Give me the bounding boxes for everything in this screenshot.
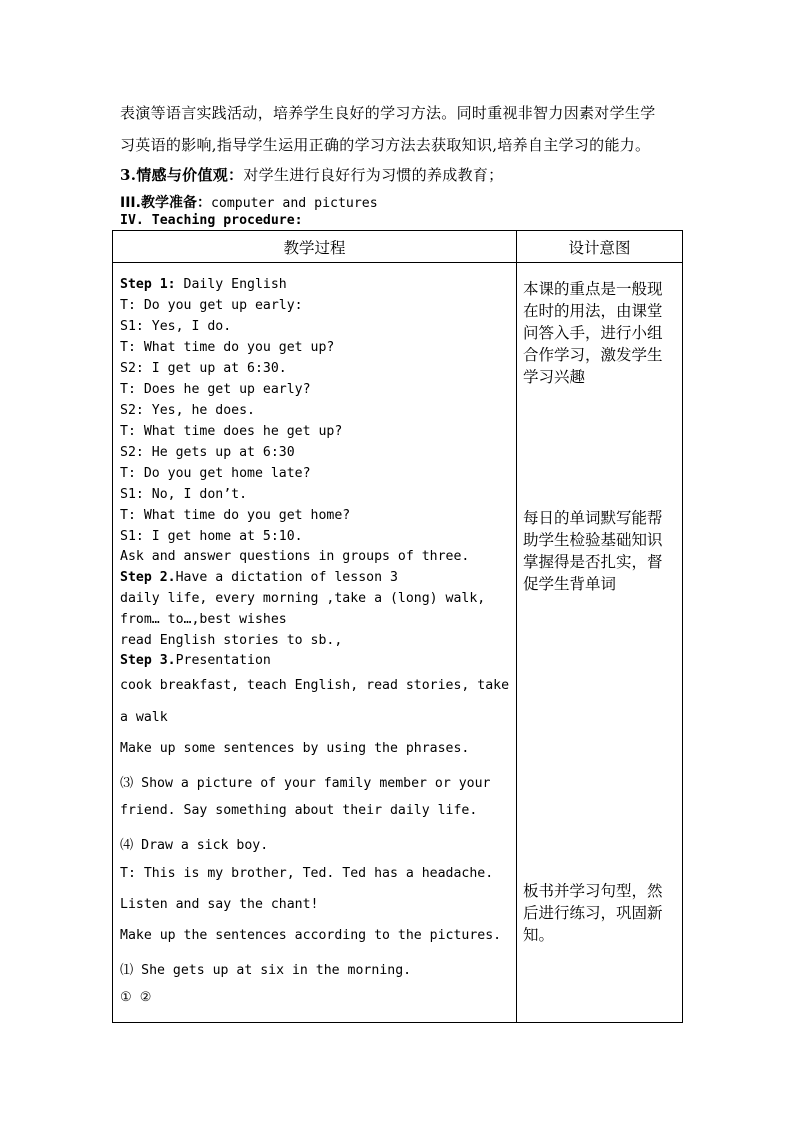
process-line (120, 678, 509, 693)
intent-line: 本课的重点是一般现 (523, 280, 663, 298)
process-text: Make up the sentences according to the pictures. (120, 928, 502, 943)
process-line (120, 741, 469, 756)
process-text: read English stories to sb., (120, 633, 343, 648)
process-text: a walk (120, 710, 168, 725)
process-text: Listen and say the chant! (120, 897, 319, 912)
process-line (120, 319, 231, 334)
process-line (120, 928, 501, 943)
process-text: T: What time do you get up? (120, 340, 335, 355)
process-text: T: What time do you get home? (120, 508, 351, 523)
process-text: S2: I get up at 6:30. (120, 361, 287, 376)
process-text: ⑶ Show a picture of your family member or your (120, 776, 491, 791)
process-line (120, 277, 287, 292)
process-text: S1: Yes, I do. (120, 319, 232, 334)
header-process (113, 231, 517, 263)
intent-line: 问答入手，进行小组 (523, 324, 663, 342)
process-text: Ask and answer questions in groups of three. (120, 549, 470, 564)
prep-line (120, 192, 378, 212)
step-label: Step 2. (120, 570, 176, 585)
intent-line: 助学生检验基础知识 (523, 531, 663, 549)
process-text: ⑴ She gets up at six in the morning. (120, 963, 412, 978)
process-line (120, 959, 411, 978)
process-text: T: Does he get up early? (120, 382, 311, 397)
process-line (120, 897, 319, 912)
process-line (120, 591, 485, 606)
intent-cell (517, 263, 683, 1023)
process-line (120, 710, 168, 725)
header-intent (517, 231, 683, 263)
process-line (120, 570, 398, 585)
process-cell (113, 263, 517, 1023)
procedure-heading: IV. Teaching procedure: (120, 213, 303, 228)
lesson-table (112, 230, 683, 1023)
process-text: daily life, every morning ,take a (long) walk, (120, 591, 486, 606)
intent-line: 板书并学习句型，然 (523, 882, 663, 900)
process-line (120, 340, 334, 355)
prep-label: III.教学准备： (120, 195, 211, 211)
process-line (120, 487, 247, 502)
process-text: cook breakfast, teach English, read stories, take (120, 678, 510, 693)
process-text: ⑷ Draw a sick boy. (120, 838, 269, 853)
process-line (120, 361, 287, 376)
process-line (120, 403, 255, 418)
process-line (120, 866, 493, 881)
step-label: Step 3. (120, 653, 176, 668)
goal-3 (120, 164, 503, 185)
process-line (120, 508, 350, 523)
goal-3-label: 3.情感与价值观： (120, 166, 244, 184)
process-line (120, 612, 287, 627)
intent-line: 在时的用法，由课堂 (523, 302, 663, 320)
process-text: friend. Say something about their daily life. (120, 803, 478, 818)
intent-line: 知。 (523, 926, 555, 944)
process-text: T: What time does he get up? (120, 424, 343, 439)
process-text: T: Do you get up early: (120, 298, 303, 313)
process-line (120, 834, 268, 853)
process-line (120, 529, 303, 544)
process-line (120, 772, 490, 791)
process-text: S2: Yes, he does. (120, 403, 255, 418)
header-intent-label: 设计意图 (568, 238, 631, 257)
process-text: S2: He gets up at 6:30 (120, 445, 295, 460)
process-line (120, 653, 271, 668)
step-label: Step 1: (120, 277, 176, 292)
process-text: Presentation (175, 653, 271, 668)
intent-line: 后进行练习，巩固新 (523, 904, 663, 922)
intent-line: 合作学习，激发学生 (523, 346, 663, 364)
process-text: from… to…,best wishes (120, 612, 287, 627)
intro-line-1: 表演等语言实践活动，培养学生良好的学习方法。同时重视非智力因素对学生学 (120, 104, 656, 122)
process-text: Daily English (175, 277, 287, 292)
goal-3-text: 对学生进行良好行为习惯的养成教育； (243, 166, 504, 184)
intent-line: 掌握得是否扎实，督 (523, 553, 663, 571)
process-line (120, 803, 477, 818)
intent-line: 促学生背单词 (523, 575, 617, 593)
process-text: S1: No, I don’t. (120, 487, 248, 502)
process-line (120, 382, 311, 397)
process-text: S1: I get home at 5:10. (120, 529, 303, 544)
process-line (120, 549, 469, 564)
process-line (120, 633, 342, 648)
process-line (120, 424, 342, 439)
process-text: ① ② (120, 990, 152, 1005)
process-text: Have a dictation of lesson 3 (175, 570, 398, 585)
process-line (120, 298, 303, 313)
intro-line-2: 习英语的影响,指导学生运用正确的学习方法去获取知识,培养自主学习的能力。 (120, 136, 651, 154)
process-line (120, 990, 152, 1005)
process-text: Make up some sentences by using the phrases. (120, 741, 470, 756)
intent-line: 学习兴趣 (523, 368, 586, 386)
process-text: T: This is my brother, Ted. Ted has a headache. (120, 866, 494, 881)
header-process-label: 教学过程 (283, 238, 346, 257)
prep-text: computer and pictures (210, 196, 378, 211)
process-line (120, 466, 311, 481)
process-text: T: Do you get home late? (120, 466, 311, 481)
intent-line: 每日的单词默写能帮 (523, 509, 663, 527)
process-line (120, 445, 295, 460)
